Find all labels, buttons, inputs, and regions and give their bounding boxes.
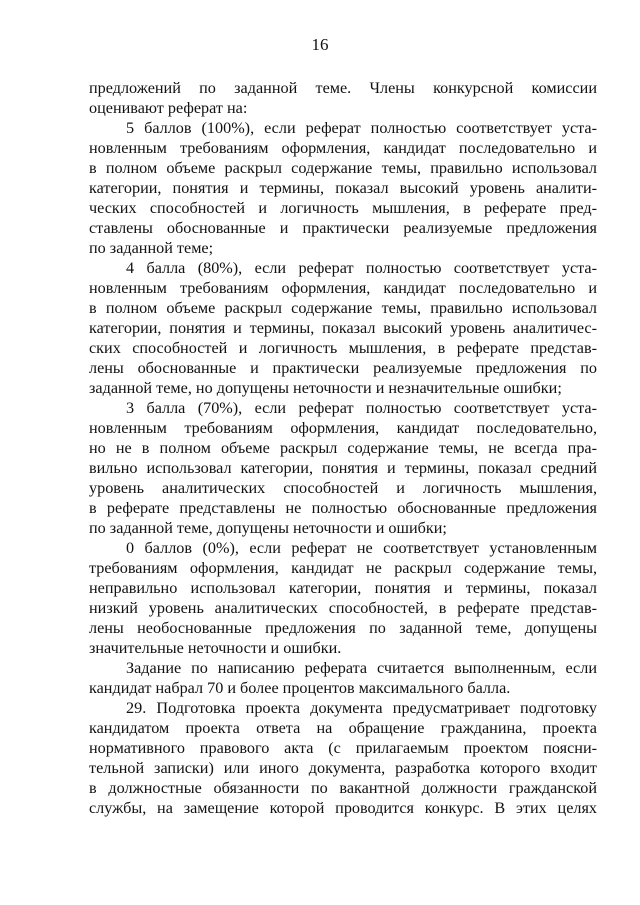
text-line: лены обоснованные и практически реализуемые предложения по bbox=[89, 359, 597, 377]
text-line: лены необоснованные предложения по заданной теме, допущены bbox=[89, 619, 597, 637]
text-line: уровень аналитических способностей и логичность мышления, bbox=[89, 479, 597, 497]
text-line: в полном объеме раскрыл содержание темы, правильно использовал bbox=[89, 159, 597, 177]
text-line: неправильно использовал категории, понятия и термины, показал bbox=[89, 579, 597, 597]
text-line: низкий уровень аналитических способностей, в реферате представ- bbox=[89, 599, 597, 617]
text-line: новленным требованиям оформления, кандидат последовательно и bbox=[89, 279, 597, 297]
text-line: по заданной теме; bbox=[89, 239, 214, 257]
text-line: оценивают реферат на: bbox=[89, 99, 248, 117]
text-line: категории, понятия и термины, показал высокий уровень аналитичес- bbox=[89, 319, 597, 337]
text-line: нормативного правового акта (с прилагаемым проектом поясни- bbox=[89, 739, 597, 757]
text-line: предложений по заданной теме. Члены конкурсной комиссии bbox=[89, 79, 597, 97]
text-line: ставлены обоснованные и практически реализуемые предложения bbox=[89, 219, 597, 237]
text-line: требованиям оформления, кандидат не раскрыл содержание темы, bbox=[89, 559, 597, 577]
text-line: ческих способностей и логичность мышления, в реферате пред- bbox=[89, 199, 597, 217]
text-line: по заданной теме, допущены неточности и ошибки; bbox=[89, 519, 447, 537]
text-line: службы, на замещение которой проводится конкурс. В этих целях bbox=[89, 799, 597, 817]
text-line: вильно использовал категории, понятия и термины, показал средний bbox=[89, 459, 597, 477]
text-line: значительные неточности и ошибки. bbox=[89, 639, 342, 657]
text-line: 0 баллов (0%), если реферат не соответствует установленным bbox=[126, 539, 597, 557]
text-line: 3 балла (70%), если реферат полностью соответствует уста- bbox=[126, 399, 597, 417]
page-number: 16 bbox=[311, 35, 329, 54]
text-line: тельной записки) или иного документа, разработка которого входит bbox=[89, 759, 597, 777]
text-line: 5 баллов (100%), если реферат полностью соответствует уста- bbox=[126, 119, 597, 137]
text-line: новленным требованиям оформления, кандидат последовательно и bbox=[89, 139, 597, 157]
text-line: Задание по написанию реферата считается выполненным, если bbox=[126, 659, 597, 677]
text-line: 4 балла (80%), если реферат полностью соответствует уста- bbox=[126, 259, 597, 277]
text-line: заданной теме, но допущены неточности и незначительные ошибки; bbox=[89, 379, 562, 397]
text-line: новленным требованиям оформления, кандидат последовательно, bbox=[89, 419, 597, 437]
text-line: 29. Подготовка проекта документа предусматривает подготовку bbox=[126, 699, 597, 717]
text-line: в полном объеме раскрыл содержание темы, правильно использовал bbox=[89, 299, 597, 317]
text-line: кандидат набрал 70 и более процентов максимального балла. bbox=[89, 679, 511, 697]
document-body bbox=[89, 78, 597, 818]
text-line: но не в полном объеме раскрыл содержание темы, не всегда пра- bbox=[89, 439, 597, 457]
text-line: в реферате представлены не полностью обоснованные предложения bbox=[89, 499, 597, 517]
text-line: кандидатом проекта ответа на обращение гражданина, проекта bbox=[89, 719, 597, 737]
text-line: в должностные обязанности по вакантной должности гражданской bbox=[89, 779, 597, 797]
text-line: категории, понятия и термины, показал высокий уровень аналити- bbox=[89, 179, 597, 197]
text-line: ских способностей и логичность мышления, в реферате представ- bbox=[89, 339, 597, 357]
